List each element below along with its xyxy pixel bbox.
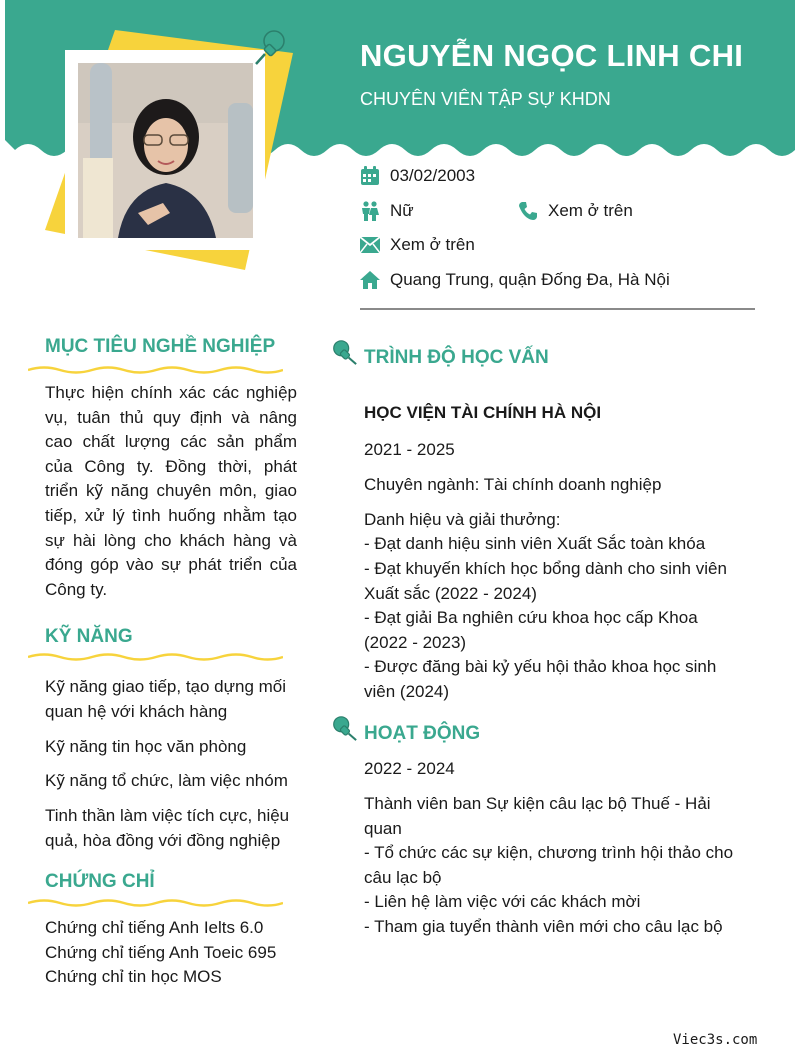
people-icon	[360, 201, 380, 221]
activities-heading: HOẠT ĐỘNG	[364, 723, 481, 744]
email-text: Xem ở trên	[390, 235, 475, 254]
certificate-item: Chứng chỉ tin học MOS	[45, 967, 222, 986]
award-item: - Đạt giải Ba nghiên cứu khoa học cấp Khoa (2022 - 2023)	[364, 608, 698, 652]
activities-period: 2022 - 2024	[364, 759, 455, 778]
activities-role: Thành viên ban Sự kiện câu lạc bộ Thuế - Hải quan	[364, 794, 711, 838]
objective-text: Thực hiện chính xác các nghiệp vụ, tuân thủ quy định và nâng cao chất lượng các sản phẩm của Công ty. Đồng thời, phát triển kỹ năng chuyên môn, giao tiếp, xử lý tình huống nhằm tạo sự hài lòng cho khách hàng và đóng góp vào sự phát triển của Công ty.	[45, 383, 297, 599]
skill-item: Kỹ năng tổ chức, làm việc nhóm	[45, 771, 288, 790]
phone-item	[518, 201, 668, 223]
gender-item	[360, 201, 500, 223]
education-heading: TRÌNH ĐỘ HỌC VẤN	[364, 347, 549, 368]
address-item	[360, 270, 740, 292]
squiggle-divider	[28, 364, 283, 376]
skill-item: Tinh thần làm việc tích cực, hiệu quả, hòa đồng với đồng nghiệp	[45, 806, 290, 850]
dob-item	[360, 166, 660, 188]
pushpin-icon	[250, 26, 290, 66]
certificate-item: Chứng chỉ tiếng Anh Toeic 695	[45, 943, 277, 962]
education-period: 2021 - 2025	[364, 440, 455, 459]
pushpin-icon	[330, 714, 358, 742]
phone-icon	[518, 201, 538, 221]
award-item: - Được đăng bài kỷ yếu hội thảo khoa học sinh viên (2024)	[364, 657, 717, 701]
job-title: CHUYÊN VIÊN TẬP SỰ KHDN	[360, 89, 611, 109]
envelope-icon	[360, 237, 380, 253]
dob-text: 03/02/2003	[390, 166, 476, 185]
squiggle-divider	[28, 651, 283, 663]
skill-item: Kỹ năng tin học văn phòng	[45, 737, 247, 756]
award-item: - Đạt danh hiệu sinh viên Xuất Sắc toàn khóa	[364, 534, 706, 553]
education-major: Chuyên ngành: Tài chính doanh nghiệp	[364, 475, 662, 494]
certificate-item: Chứng chỉ tiếng Anh Ielts 6.0	[45, 918, 264, 937]
avatar	[78, 63, 253, 238]
contact-divider	[360, 308, 755, 310]
awards-title: Danh hiệu và giải thưởng:	[364, 510, 561, 529]
email-item	[360, 235, 560, 257]
activity-item: - Tham gia tuyển thành viên mới cho câu lạc bộ	[364, 917, 723, 936]
skill-item: Kỹ năng giao tiếp, tạo dựng mối quan hệ với khách hàng	[45, 677, 287, 721]
activity-item: - Tổ chức các sự kiện, chương trình hội thảo cho câu lạc bộ	[364, 843, 734, 887]
certificates-heading: CHỨNG CHỈ	[45, 871, 155, 892]
calendar-icon	[360, 166, 380, 186]
address-text: Quang Trung, quận Đống Đa, Hà Nội	[390, 270, 670, 289]
phone-text: Xem ở trên	[548, 201, 633, 220]
candidate-name: NGUYỄN NGỌC LINH CHI	[360, 38, 744, 73]
skills-heading: KỸ NĂNG	[45, 626, 133, 647]
watermark-text: Viec3s.com	[673, 1032, 758, 1048]
school-name: HỌC VIỆN TÀI CHÍNH HÀ NỘI	[364, 403, 602, 422]
home-icon	[360, 270, 380, 290]
gender-text: Nữ	[390, 201, 414, 220]
activity-item: - Liên hệ làm việc với các khách mời	[364, 892, 641, 911]
objective-heading: MỤC TIÊU NGHỀ NGHIỆP	[45, 336, 276, 357]
squiggle-divider	[28, 897, 283, 909]
pushpin-icon	[330, 338, 358, 366]
award-item: - Đạt khuyến khích học bổng dành cho sinh viên Xuất sắc (2022 - 2024)	[364, 559, 727, 603]
